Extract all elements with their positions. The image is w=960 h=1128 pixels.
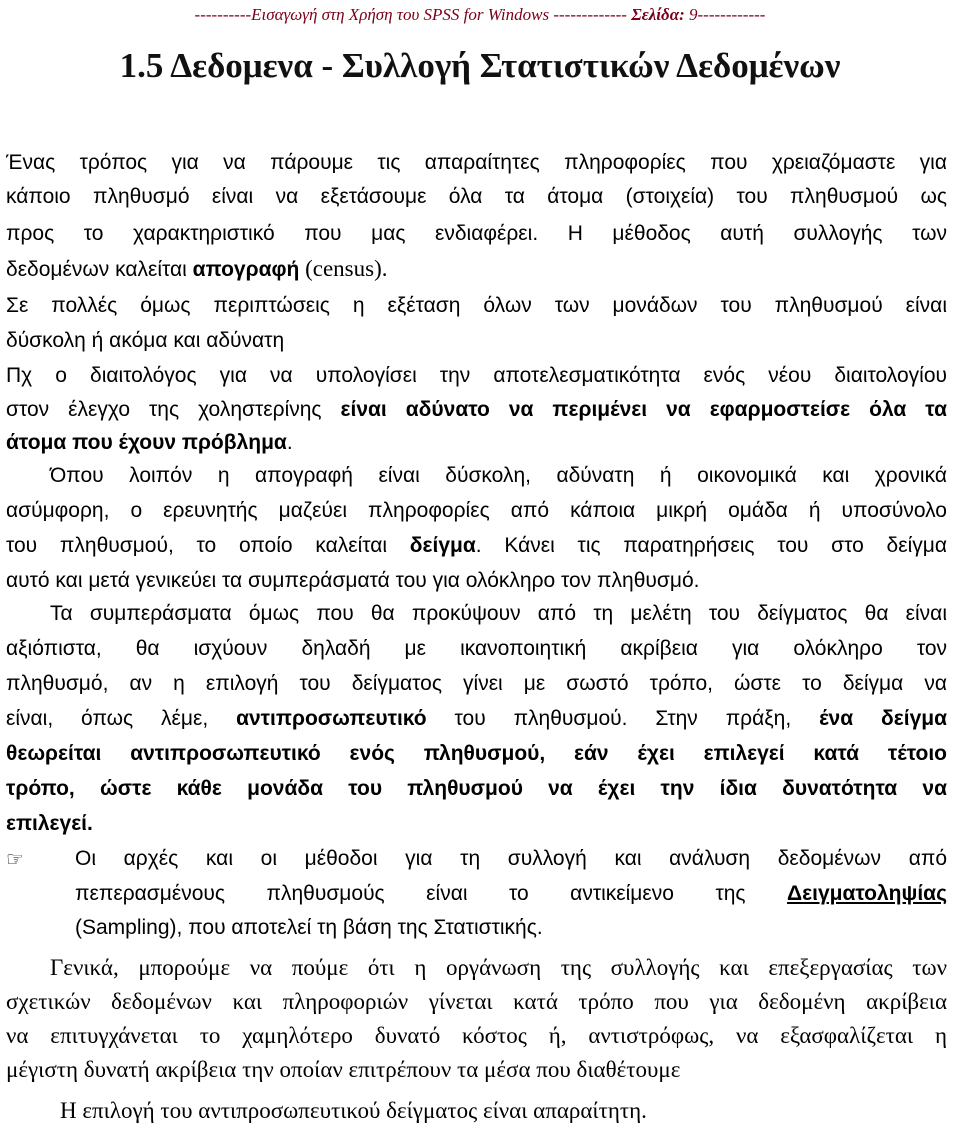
p4-line-4: αυτό και μετά γενικεύει τα συμπεράσματά του για ολόκληρο τον πληθυσμό.: [6, 569, 700, 592]
p5-line-1: Τα συμπεράσματα όμως που θα προκύψουν από τη μελέτη του δείγματος θα είναι: [50, 602, 947, 625]
p2-line-2: δύσκολη ή ακόμα και αδύνατη: [6, 329, 285, 352]
p5-line-4: [6, 702, 947, 736]
note-line-1: Οι αρχές και οι μέθοδοι για τη συλλογή και ανάλυση δεδομένων από: [75, 847, 947, 870]
header-page-label: Σελίδα:: [631, 5, 685, 24]
p1-line-3: προς το χαρακτηριστικό που μας ενδιαφέρει. Η μέθοδος αυτή συλλογής των: [6, 222, 947, 245]
term-sample: δείγμα: [409, 534, 476, 557]
p5-line-3: πληθυσμό, αν η επιλογή του δείγματος γίνει με σωστό τρόπο, ώστε το δείγμα να: [6, 672, 947, 695]
p3-line-3-a: άτομα που έχουν πρόβλημα: [6, 431, 287, 454]
p5-line-2: αξιόπιστα, θα ισχύουν δηλαδή με ικανοποιητική ακρίβεια για ολόκληρο τον: [6, 637, 947, 660]
p1-line-4-a: δεδομένων καλείται: [6, 258, 193, 281]
p3-line-2: [6, 393, 947, 427]
p5-line-5: θεωρείται αντιπροσωπευτικό ενός πληθυσμού, εάν έχει επιλεγεί κατά τέτοιο: [6, 742, 947, 765]
p3-line-1: Πχ ο διαιτολόγος για να υπολογίσει την αποτελεσματικότητα ενός νέου διαιτολογίου: [6, 364, 947, 387]
note-line-2-a: πεπερασμένους πληθυσμούς είναι το αντικείμενο της: [75, 882, 788, 905]
header-page-suffix: 9------------: [684, 5, 766, 24]
term-sampling: Δειγματοληψίας: [787, 882, 947, 905]
p5-line-4-d: ένα δείγμα: [819, 707, 948, 730]
p3-line-3: [6, 426, 947, 460]
note-line-3: (Sampling), που αποτελεί τη βάση της Στατιστικής.: [75, 916, 543, 939]
p2-line-1: Σε πολλές όμως περιπτώσεις η εξέταση όλων των μονάδων του πληθυσμού είναι: [6, 294, 947, 317]
section-title: 1.5 Δεδομενα - Συλλογή Στατιστικών Δεδομένων: [119, 46, 841, 85]
p5-line-7: επιλεγεί.: [6, 812, 93, 835]
header-prefix: ----------Εισαγωγή στη Χρήση του SPSS for Windows -------------: [194, 5, 632, 24]
p1-line-2: κάποιο πληθυσμό είναι να εξετάσουμε όλα τα άτομα (στοιχεία) του πληθυσμού ως: [6, 185, 947, 208]
p6-line-3: να επιτυγχάνεται το χαμηλότερο δυνατό κόστος ή, αντιστρόφως, να εξασφαλίζεται η: [6, 1023, 947, 1048]
p3-line-2-a: στον έλεγχο της χοληστερίνης: [6, 398, 341, 421]
p3-line-3-b: .: [286, 431, 293, 454]
p6-line-1: Γενικά, μπορούμε να πούμε ότι η οργάνωση της συλλογής και επεξεργασίας των: [50, 955, 947, 980]
note-line-2: [75, 877, 947, 911]
p1-line-4: [6, 252, 947, 286]
p1-line-4-c: (census).: [299, 256, 388, 281]
p6-line-2: σχετικών δεδομένων και πληροφοριών γίνεται κατά τρόπο που για δεδομένη ακρίβεια: [6, 989, 947, 1014]
p5-line-4-a: είναι, όπως λέμε,: [6, 707, 237, 730]
running-header: [0, 4, 960, 26]
p1-line-1: Ένας τρόπος για να πάρουμε τις απαραίτητες πληροφορίες που χρειαζόμαστε για: [6, 151, 947, 174]
p4-line-1: Όπου λοιπόν η απογραφή είναι δύσκολη, αδύνατη ή οικονομικά και χρονικά: [50, 464, 947, 487]
pointing-hand-icon: ☞: [6, 847, 24, 871]
p4-line-2: ασύμφορη, ο ερευνητής μαζεύει πληροφορίες από κάποια μικρή ομάδα ή υποσύνολο: [6, 499, 947, 522]
term-representative: αντιπροσωπευτικό: [236, 707, 427, 730]
term-census: απογραφή: [192, 258, 300, 281]
p6-line-4: μέγιστη δυνατή ακρίβεια την οποίαν επιτρέπουν τα μέσα που διαθέτουμε: [6, 1057, 681, 1082]
p7-line-1: Η επιλογή του αντιπροσωπευτικού δείγματος είναι απαραίτητη.: [60, 1098, 647, 1123]
p4-line-3-a: του πληθυσμού, το οποίο καλείται: [6, 534, 410, 557]
p5-line-4-c: του πληθυσμού. Στην πράξη,: [426, 707, 820, 730]
p4-line-3-c: . Κάνει τις παρατηρήσεις του στο δείγμα: [475, 534, 947, 557]
p4-line-3: [6, 529, 947, 563]
p3-line-2-b: είναι αδύνατο να περιμένει να εφαρμοστείσε όλα τα: [340, 398, 947, 421]
p5-line-6: τρόπο, ώστε κάθε μονάδα του πληθυσμού να έχει την ίδια δυνατότητα να: [6, 777, 947, 800]
